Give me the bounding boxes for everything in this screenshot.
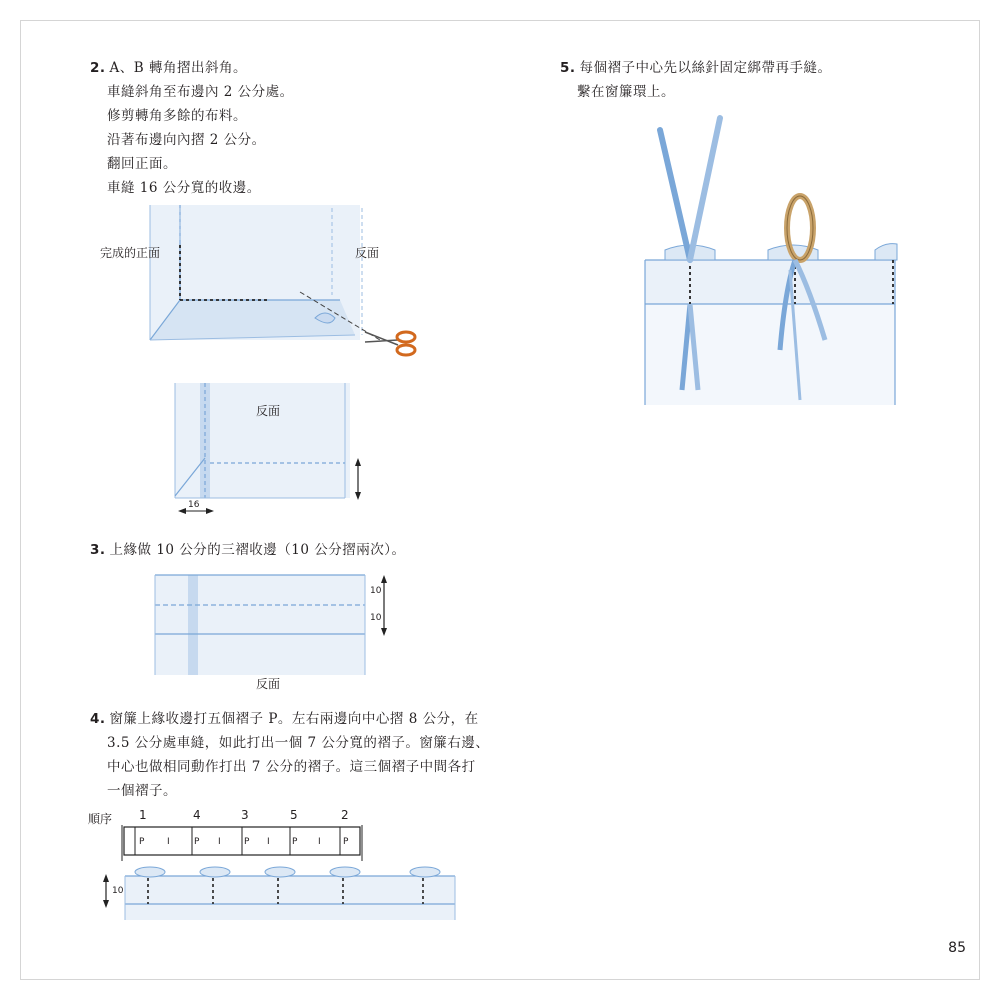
step-line: 3.5 公分處車縫，如此打出一個 7 公分寬的褶子。窗簾右邊、 [107,735,490,751]
figure-corner-mitre [140,200,430,360]
label-back: 反面 [256,404,281,418]
pleat-mark: I [267,837,270,847]
pleat-mark: P [194,837,200,847]
step-number: 4. [90,711,106,727]
pleat-mark: P [139,837,145,847]
label-back: 反面 [355,246,380,260]
step-line: 沿著布邊向內摺 2 公分。 [107,132,266,148]
step-number: 3. [90,542,106,558]
step-line: A、B 轉角摺出斜角。 [109,60,247,76]
sequence-number: 4 [193,808,201,822]
label-finished-front: 完成的正面 [100,246,161,260]
pleat-mark: I [167,837,170,847]
step-5-text [560,56,832,104]
sequence-number: 2 [341,808,349,822]
step-line: 翻回正面。 [107,156,177,172]
step-line: 繫在窗簾環上。 [577,84,675,100]
measure-10-bottom: 10 [370,613,382,623]
label-back: 反面 [256,677,281,691]
figure-hem-back [170,378,370,518]
pleat-mark: P [292,837,298,847]
measure-10: 10 [112,886,124,896]
pleat-mark: P [244,837,250,847]
step-number: 2. [90,60,106,76]
measure-10-top: 10 [370,586,382,596]
page-number: 85 [948,940,966,956]
figure-pleated-hem [100,862,470,927]
step-line: 每個褶子中心先以絲針固定綁帶再手縫。 [579,60,832,76]
sequence-number: 1 [139,808,147,822]
step-3-text [90,538,406,562]
step-line: 中心也做相同動作打出 7 公分的褶子。這三個褶子中間各打 [107,759,476,775]
sequence-label: 順序 [88,812,113,826]
step-line: 車縫 16 公分寬的收邊。 [107,180,261,196]
step-line: 修剪轉角多餘的布料。 [107,108,247,124]
scissors-icon [365,332,415,355]
step-number: 5. [560,60,576,76]
step-2-text [90,56,294,200]
pleat-mark: I [318,837,321,847]
sequence-number: 5 [290,808,298,822]
step-line: 一個褶子。 [107,783,177,799]
figure-triple-hem [150,570,400,680]
step-4-text [90,707,489,803]
figure-ring-tie [640,110,910,410]
step-line: 車縫斜角至布邊內 2 公分處。 [107,84,294,100]
pleat-mark: I [218,837,221,847]
measure-16: 16 [188,500,200,510]
sequence-number: 3 [241,808,249,822]
step-line: 上緣做 10 公分的三褶收邊（10 公分摺兩次）。 [109,542,406,558]
pleat-mark: P [343,837,349,847]
step-line: 窗簾上緣收邊打五個褶子 P。左右兩邊向中心摺 8 公分，在 [109,711,479,727]
